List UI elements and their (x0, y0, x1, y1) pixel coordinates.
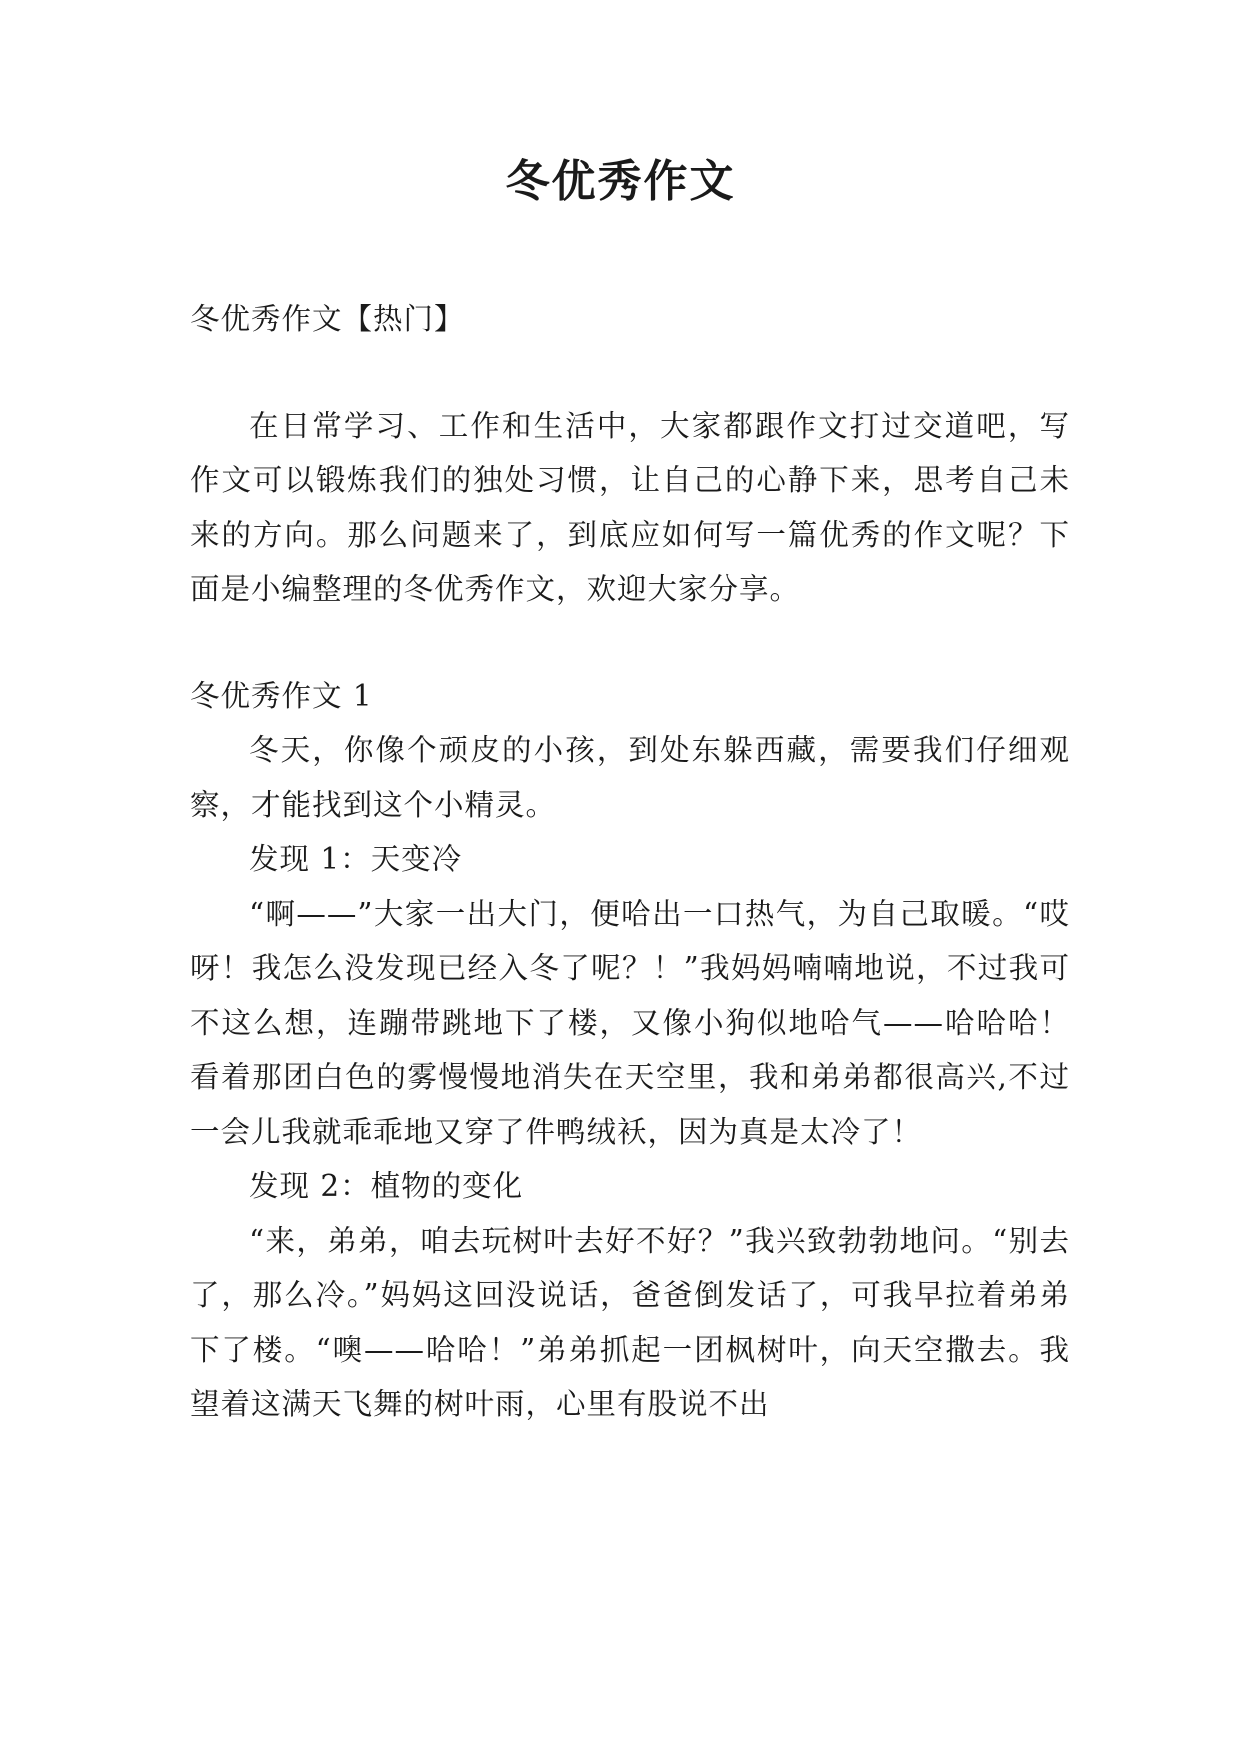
intro-paragraph: 在日常学习、工作和生活中，大家都跟作文打过交道吧，写作文可以锻炼我们的独处习惯，让自己的心静下来，思考自己未来的方向。那么问题来了，到底应如何写一篇优秀的作文呢？下面是小编整理的冬优秀作文，欢迎大家分享。 (190, 408, 1070, 606)
body-paragraph: “来，弟弟，咱去玩树叶去好不好？”我兴致勃勃地问。“别去了，那么冷。”妈妈这回没说话，爸爸倒发话了，可我早拉着弟弟下了楼。“噢——哈哈！”弟弟抓起一团枫树叶，向天空撒去。我望着这满天飞舞的树叶雨，心里有股说不出 (190, 1223, 1070, 1421)
document-title: 冬优秀作文 (505, 156, 736, 207)
document-body (190, 292, 1070, 1432)
body-paragraph: “啊——”大家一出大门，便哈出一口热气，为自己取暖。“哎呀！我怎么没发现已经入冬了呢？！”我妈妈喃喃地说，不过我可不这么想，连蹦带跳地下了楼，又像小狗似地哈气——哈哈哈！看着那团白色的雾慢慢地消失在天空里，我和弟弟都很高兴,不过一会儿我就乖乖地又穿了件鸭绒袄，因为真是太冷了！ (190, 896, 1070, 1149)
discovery-heading: 发现 1：天变冷 (249, 842, 463, 876)
section-heading: 冬优秀作文 1 (190, 678, 373, 713)
discovery-heading: 发现 2：植物的变化 (249, 1169, 524, 1203)
document-subtitle: 冬优秀作文【热门】 (190, 302, 465, 336)
body-paragraph: 冬天，你像个顽皮的小孩，到处东躲西藏，需要我们仔细观察，才能找到这个小精灵。 (190, 733, 1070, 822)
